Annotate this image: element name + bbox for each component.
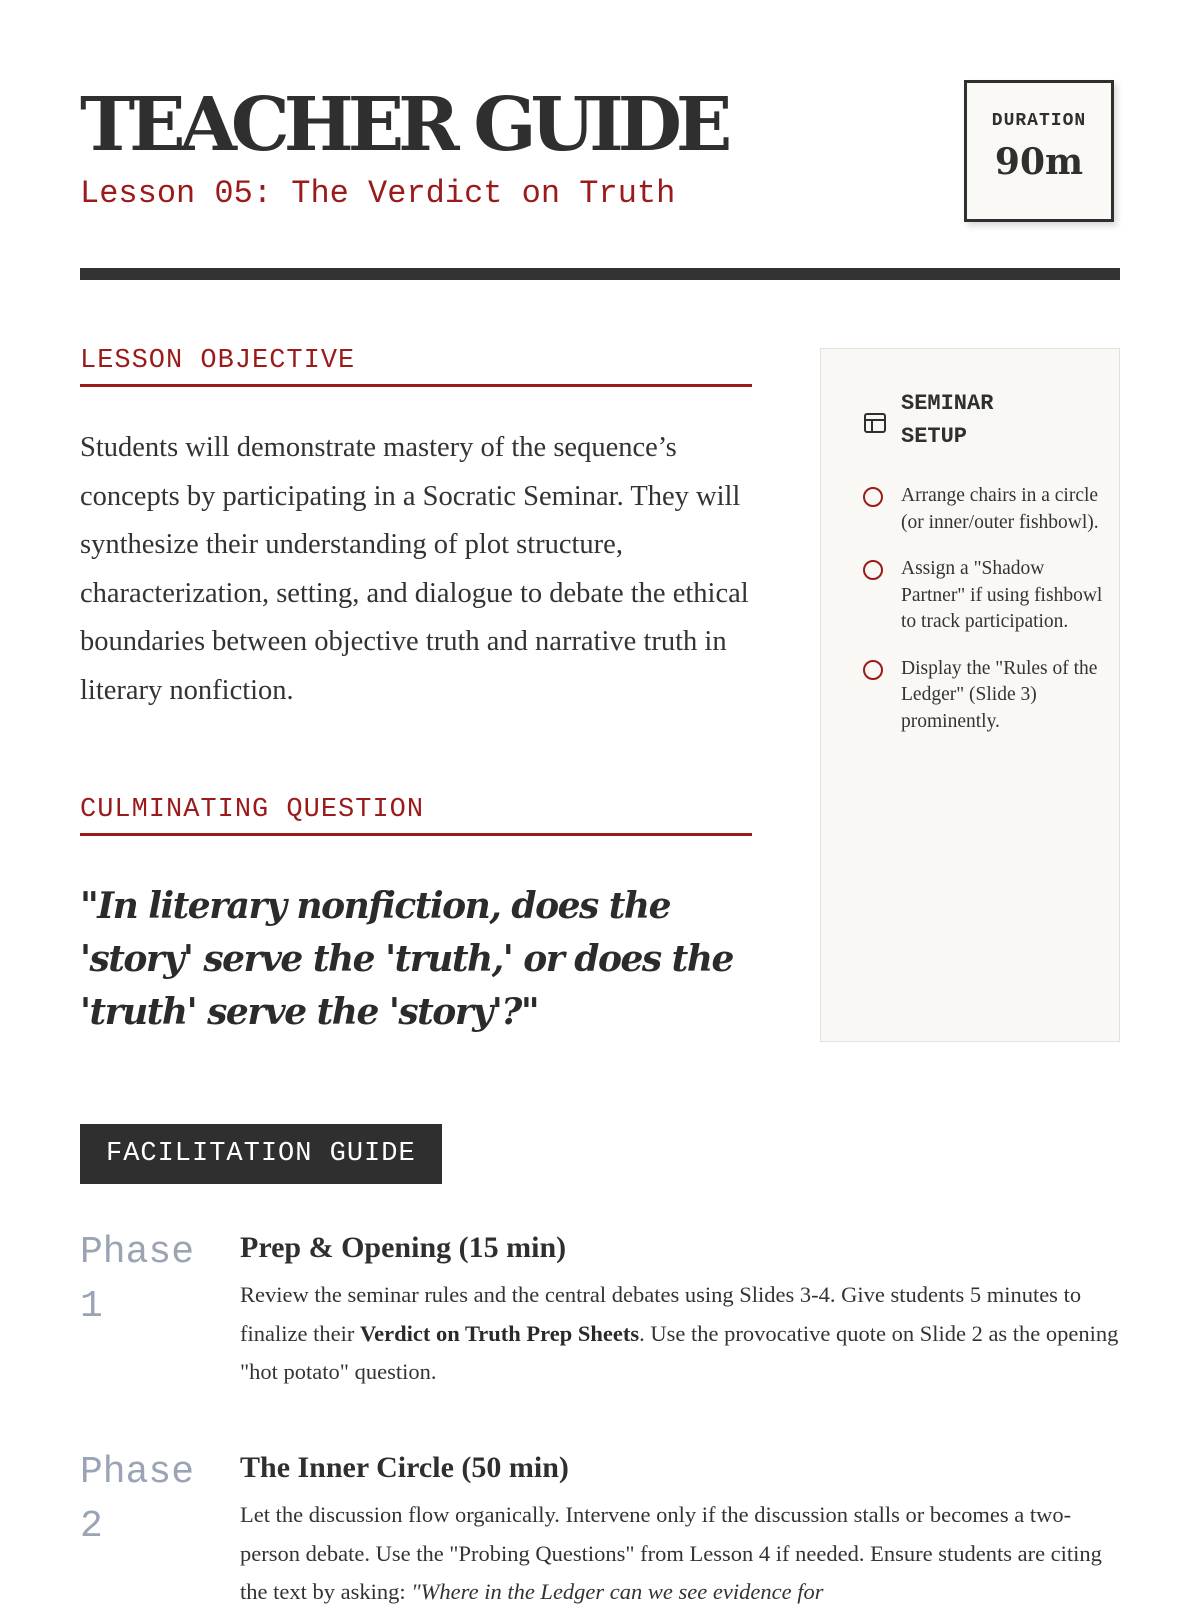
duration-box	[964, 80, 1114, 222]
checkbox-circle-icon[interactable]	[863, 487, 883, 507]
seminar-setup-title: SEMINAR SETUP	[901, 391, 994, 449]
objective-heading: LESSON OBJECTIVE	[80, 344, 752, 387]
objective-text: Students will demonstrate mastery of the sequence’s concepts by participating in a Socratic Seminar. They will synthesize their understanding of plot structure, characterization, setting, and dialogue to debate the ethical boundaries between objective truth and narrative truth in literary nonfiction.	[80, 432, 749, 706]
phase-number: Phase 1	[80, 1231, 195, 1328]
phase-body-emphasis: Verdict on Truth Prep Sheets	[359, 1320, 640, 1346]
phase-title: Prep & Opening (15 min)	[240, 1231, 567, 1264]
phase-body	[240, 1496, 1120, 1612]
culminating-question-heading: CULMINATING QUESTION	[80, 793, 752, 836]
checklist-item-text: Display the "Rules of the Ledger" (Slide 3) prominently.	[901, 657, 1098, 732]
phase-body	[240, 1276, 1120, 1392]
phase-title: The Inner Circle (50 min)	[240, 1451, 569, 1484]
page-title: TEACHER GUIDE	[80, 82, 727, 168]
phase-body-text: Let the discussion flow organically. Intervene only if the discussion stalls or becomes a two-person debate. Use the "Probing Questions" from Lesson 4 if needed. Ensure students are citing the text by asking:	[240, 1502, 1102, 1604]
checklist-item	[863, 483, 1103, 536]
layout-icon	[863, 411, 887, 435]
seminar-setup-panel	[820, 348, 1120, 1042]
lesson-subtitle: Lesson 05: The Verdict on Truth	[80, 175, 676, 212]
header-divider	[80, 268, 1120, 280]
phase-number: Phase 2	[80, 1451, 195, 1548]
duration-value: 90m	[994, 141, 1084, 183]
checklist-item	[863, 556, 1103, 636]
checkbox-circle-icon[interactable]	[863, 660, 883, 680]
phase-body-quote: "Where in the Ledger can we see evidence for	[411, 1579, 824, 1604]
culminating-question-text: "In literary nonfiction, does the 'story' serve the 'truth,' or does the 'truth' serve the 'story'?"	[80, 885, 733, 1033]
checklist-item	[863, 656, 1103, 736]
teacher-guide-page	[80, 0, 1120, 1604]
phase-body-text: . Use the provocative quote on Slide 2 as the opening "hot potato" question.	[240, 1320, 1119, 1384]
checklist-item-text: Assign a "Shadow Partner" if using fishbowl to track participation.	[901, 558, 1103, 632]
phase-body-text: Review the seminar rules and the central debates using Slides 3-4. Give students 5 minutes to finalize their	[240, 1282, 1082, 1346]
setup-checklist	[863, 483, 1103, 755]
facilitation-guide-badge: FACILITATION GUIDE	[80, 1124, 442, 1184]
checkbox-circle-icon[interactable]	[863, 560, 883, 580]
checklist-item-text: Arrange chairs in a circle (or inner/outer fishbowl).	[901, 485, 1099, 533]
duration-label: DURATION	[991, 111, 1087, 131]
